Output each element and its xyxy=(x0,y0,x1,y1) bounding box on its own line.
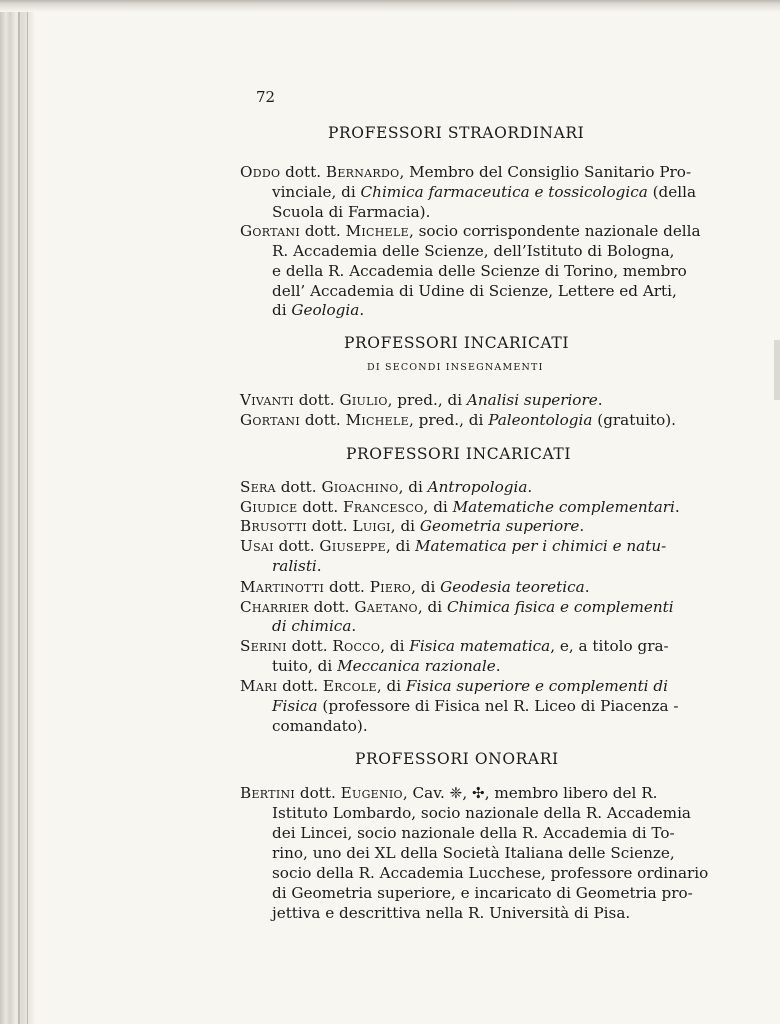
text-run: . xyxy=(359,301,365,319)
surname: Usai xyxy=(240,537,274,555)
surname: Charrier xyxy=(240,598,309,616)
text-run: dott. xyxy=(300,222,346,240)
text-run: jettiva e descrittiva nella R. Università di Pisa. xyxy=(272,904,631,922)
subject: Fisica superiore e complementi di xyxy=(405,677,668,695)
text-run: di Geometria superiore, e incaricato di Geometria pro- xyxy=(272,884,693,902)
given-name: Giulio xyxy=(339,391,388,409)
subject: Fisica xyxy=(272,697,318,715)
page-number: 72 xyxy=(256,88,276,106)
surname: Vivanti xyxy=(240,391,294,409)
binding-shadow-line xyxy=(27,0,28,1024)
text-run: rino, uno dei XL della Società Italiana delle Scienze, xyxy=(272,844,675,862)
text-run: e della R. Accademia delle Scienze di Torino, membro xyxy=(272,262,687,280)
text-line xyxy=(272,616,356,636)
text-run: , di xyxy=(376,677,406,695)
text-run: . xyxy=(316,557,322,575)
surname: Gortani xyxy=(240,222,300,240)
section-heading: PROFESSORI STRAORDINARI xyxy=(328,124,585,142)
text-run: . xyxy=(351,617,357,635)
text-line xyxy=(272,863,708,883)
given-name: Bernardo xyxy=(325,163,400,181)
text-run: , di xyxy=(398,478,428,496)
binding-shadow-line xyxy=(18,0,20,1024)
text-line xyxy=(240,516,584,536)
text-line xyxy=(272,843,675,863)
text-run: . xyxy=(597,391,603,409)
text-run: dott. xyxy=(308,598,355,616)
text-line xyxy=(240,636,669,656)
text-run: dell’ Accademia di Udine di Scienze, Lettere ed Arti, xyxy=(272,282,677,300)
text-line xyxy=(240,536,666,556)
section-heading: PROFESSORI INCARICATI xyxy=(344,334,570,352)
text-run: dott. xyxy=(295,784,341,802)
subject: Meccanica razionale xyxy=(337,657,496,675)
text-run: . xyxy=(527,478,533,496)
text-line xyxy=(272,202,430,222)
text-run: , di xyxy=(417,598,447,616)
text-run: , Cav. ❈, ✣, membro libero del R. xyxy=(402,784,658,802)
text-line xyxy=(272,281,677,301)
text-run: , Membro del Consiglio Sanitario Pro- xyxy=(399,163,692,181)
text-run: (gratuito). xyxy=(592,411,676,429)
given-name: Michele xyxy=(345,222,409,240)
text-line xyxy=(240,221,701,241)
section-subheading: DI SECONDI INSEGNAMENTI xyxy=(367,362,544,373)
text-line xyxy=(272,803,691,823)
text-line xyxy=(240,676,668,696)
subject: Paleontologia xyxy=(488,411,593,429)
text-run: , di xyxy=(411,578,441,596)
text-line xyxy=(240,477,532,497)
subject: ralisti xyxy=(272,557,317,575)
text-line xyxy=(272,903,630,923)
text-line xyxy=(272,716,368,736)
text-run: dott. xyxy=(306,517,353,535)
text-run: dott. xyxy=(277,677,323,695)
given-name: Francesco xyxy=(343,498,424,516)
subject: Chimica farmaceutica e tossicologica xyxy=(360,183,648,201)
subject: Matematica per i chimici e natu- xyxy=(415,537,667,555)
text-line xyxy=(272,656,501,676)
given-name: Ercole xyxy=(322,677,377,695)
text-line xyxy=(272,883,693,903)
page-binding-edge xyxy=(0,0,34,1024)
text-run: tuito, di xyxy=(272,657,338,675)
text-line xyxy=(240,577,590,597)
subject: Analisi superiore xyxy=(466,391,598,409)
text-run: Scuola di Farmacia). xyxy=(272,203,431,221)
text-run: , di xyxy=(380,637,410,655)
text-run: di xyxy=(272,301,292,319)
given-name: Piero xyxy=(369,578,412,596)
text-run: (della xyxy=(647,183,697,201)
surname: Serini xyxy=(240,637,287,655)
text-run: . xyxy=(674,498,680,516)
text-run: dott. xyxy=(324,578,370,596)
text-line xyxy=(240,497,680,517)
text-run: . xyxy=(584,578,590,596)
text-run: R. Accademia delle Scienze, dell’Istituto di Bologna, xyxy=(272,242,675,260)
text-run: . xyxy=(495,657,501,675)
text-line xyxy=(272,556,322,576)
surname: Brusotti xyxy=(240,517,307,535)
text-run: dott. xyxy=(273,537,320,555)
subject: Fisica matematica xyxy=(409,637,551,655)
surname: Bertini xyxy=(240,784,296,802)
given-name: Eugenio xyxy=(340,784,403,802)
section-heading: PROFESSORI ONORARI xyxy=(355,750,559,768)
text-line xyxy=(240,162,691,182)
text-run: Istituto Lombardo, socio nazionale della R. Accademia xyxy=(272,804,691,822)
text-run: vinciale, di xyxy=(272,183,361,201)
text-line xyxy=(272,823,675,843)
text-run: , di xyxy=(390,517,420,535)
text-run: , di xyxy=(423,498,453,516)
subject: Geodesia teoretica xyxy=(440,578,585,596)
text-run: dott. xyxy=(286,637,333,655)
text-run: (professore di Fisica nel R. Liceo di Piacenza - xyxy=(317,697,679,715)
text-line xyxy=(272,261,687,281)
text-run: , socio corrispondente nazionale della xyxy=(408,222,701,240)
page-top-edge xyxy=(0,0,780,12)
text-run: dott. xyxy=(297,498,344,516)
surname: Oddo xyxy=(240,163,281,181)
text-line xyxy=(272,696,679,716)
given-name: Rocco xyxy=(332,637,381,655)
surname: Giudice xyxy=(240,498,298,516)
subject: di chimica xyxy=(272,617,352,635)
text-run: dott. xyxy=(293,391,340,409)
text-run: dott. xyxy=(300,411,346,429)
text-run: dei Lincei, socio nazionale della R. Accademia di To- xyxy=(272,824,675,842)
text-run: , pred., di xyxy=(408,411,489,429)
text-line xyxy=(240,597,674,617)
text-run: socio della R. Accademia Lucchese, professore ordinario xyxy=(272,864,709,882)
subject: Chimica fisica e complementi xyxy=(446,598,674,616)
text-run: , di xyxy=(385,537,415,555)
text-run: dott. xyxy=(275,478,322,496)
text-line xyxy=(272,241,674,261)
text-line xyxy=(240,390,603,410)
given-name: Gioachino xyxy=(321,478,399,496)
surname: Mari xyxy=(240,677,278,695)
text-run: , pred., di xyxy=(387,391,467,409)
text-line xyxy=(272,182,696,202)
subject: Matematiche complementari xyxy=(452,498,675,516)
text-run: . xyxy=(579,517,585,535)
subject: Geologia xyxy=(291,301,360,319)
section-heading: PROFESSORI INCARICATI xyxy=(346,445,572,463)
given-name: Giuseppe xyxy=(319,537,386,555)
surname: Martinotti xyxy=(240,578,325,596)
given-name: Michele xyxy=(345,411,409,429)
page-right-edge-mark xyxy=(774,340,780,400)
text-line xyxy=(272,300,364,320)
given-name: Luigi xyxy=(352,517,391,535)
text-line xyxy=(240,410,676,430)
text-run: comandato). xyxy=(272,717,368,735)
surname: Sera xyxy=(240,478,276,496)
given-name: Gaetano xyxy=(354,598,418,616)
surname: Gortani xyxy=(240,411,300,429)
text-line xyxy=(240,783,657,803)
subject: Geometria superiore xyxy=(419,517,580,535)
text-run: dott. xyxy=(280,163,326,181)
text-run: , e, a titolo gra- xyxy=(550,637,669,655)
subject: Antropologia xyxy=(427,478,528,496)
